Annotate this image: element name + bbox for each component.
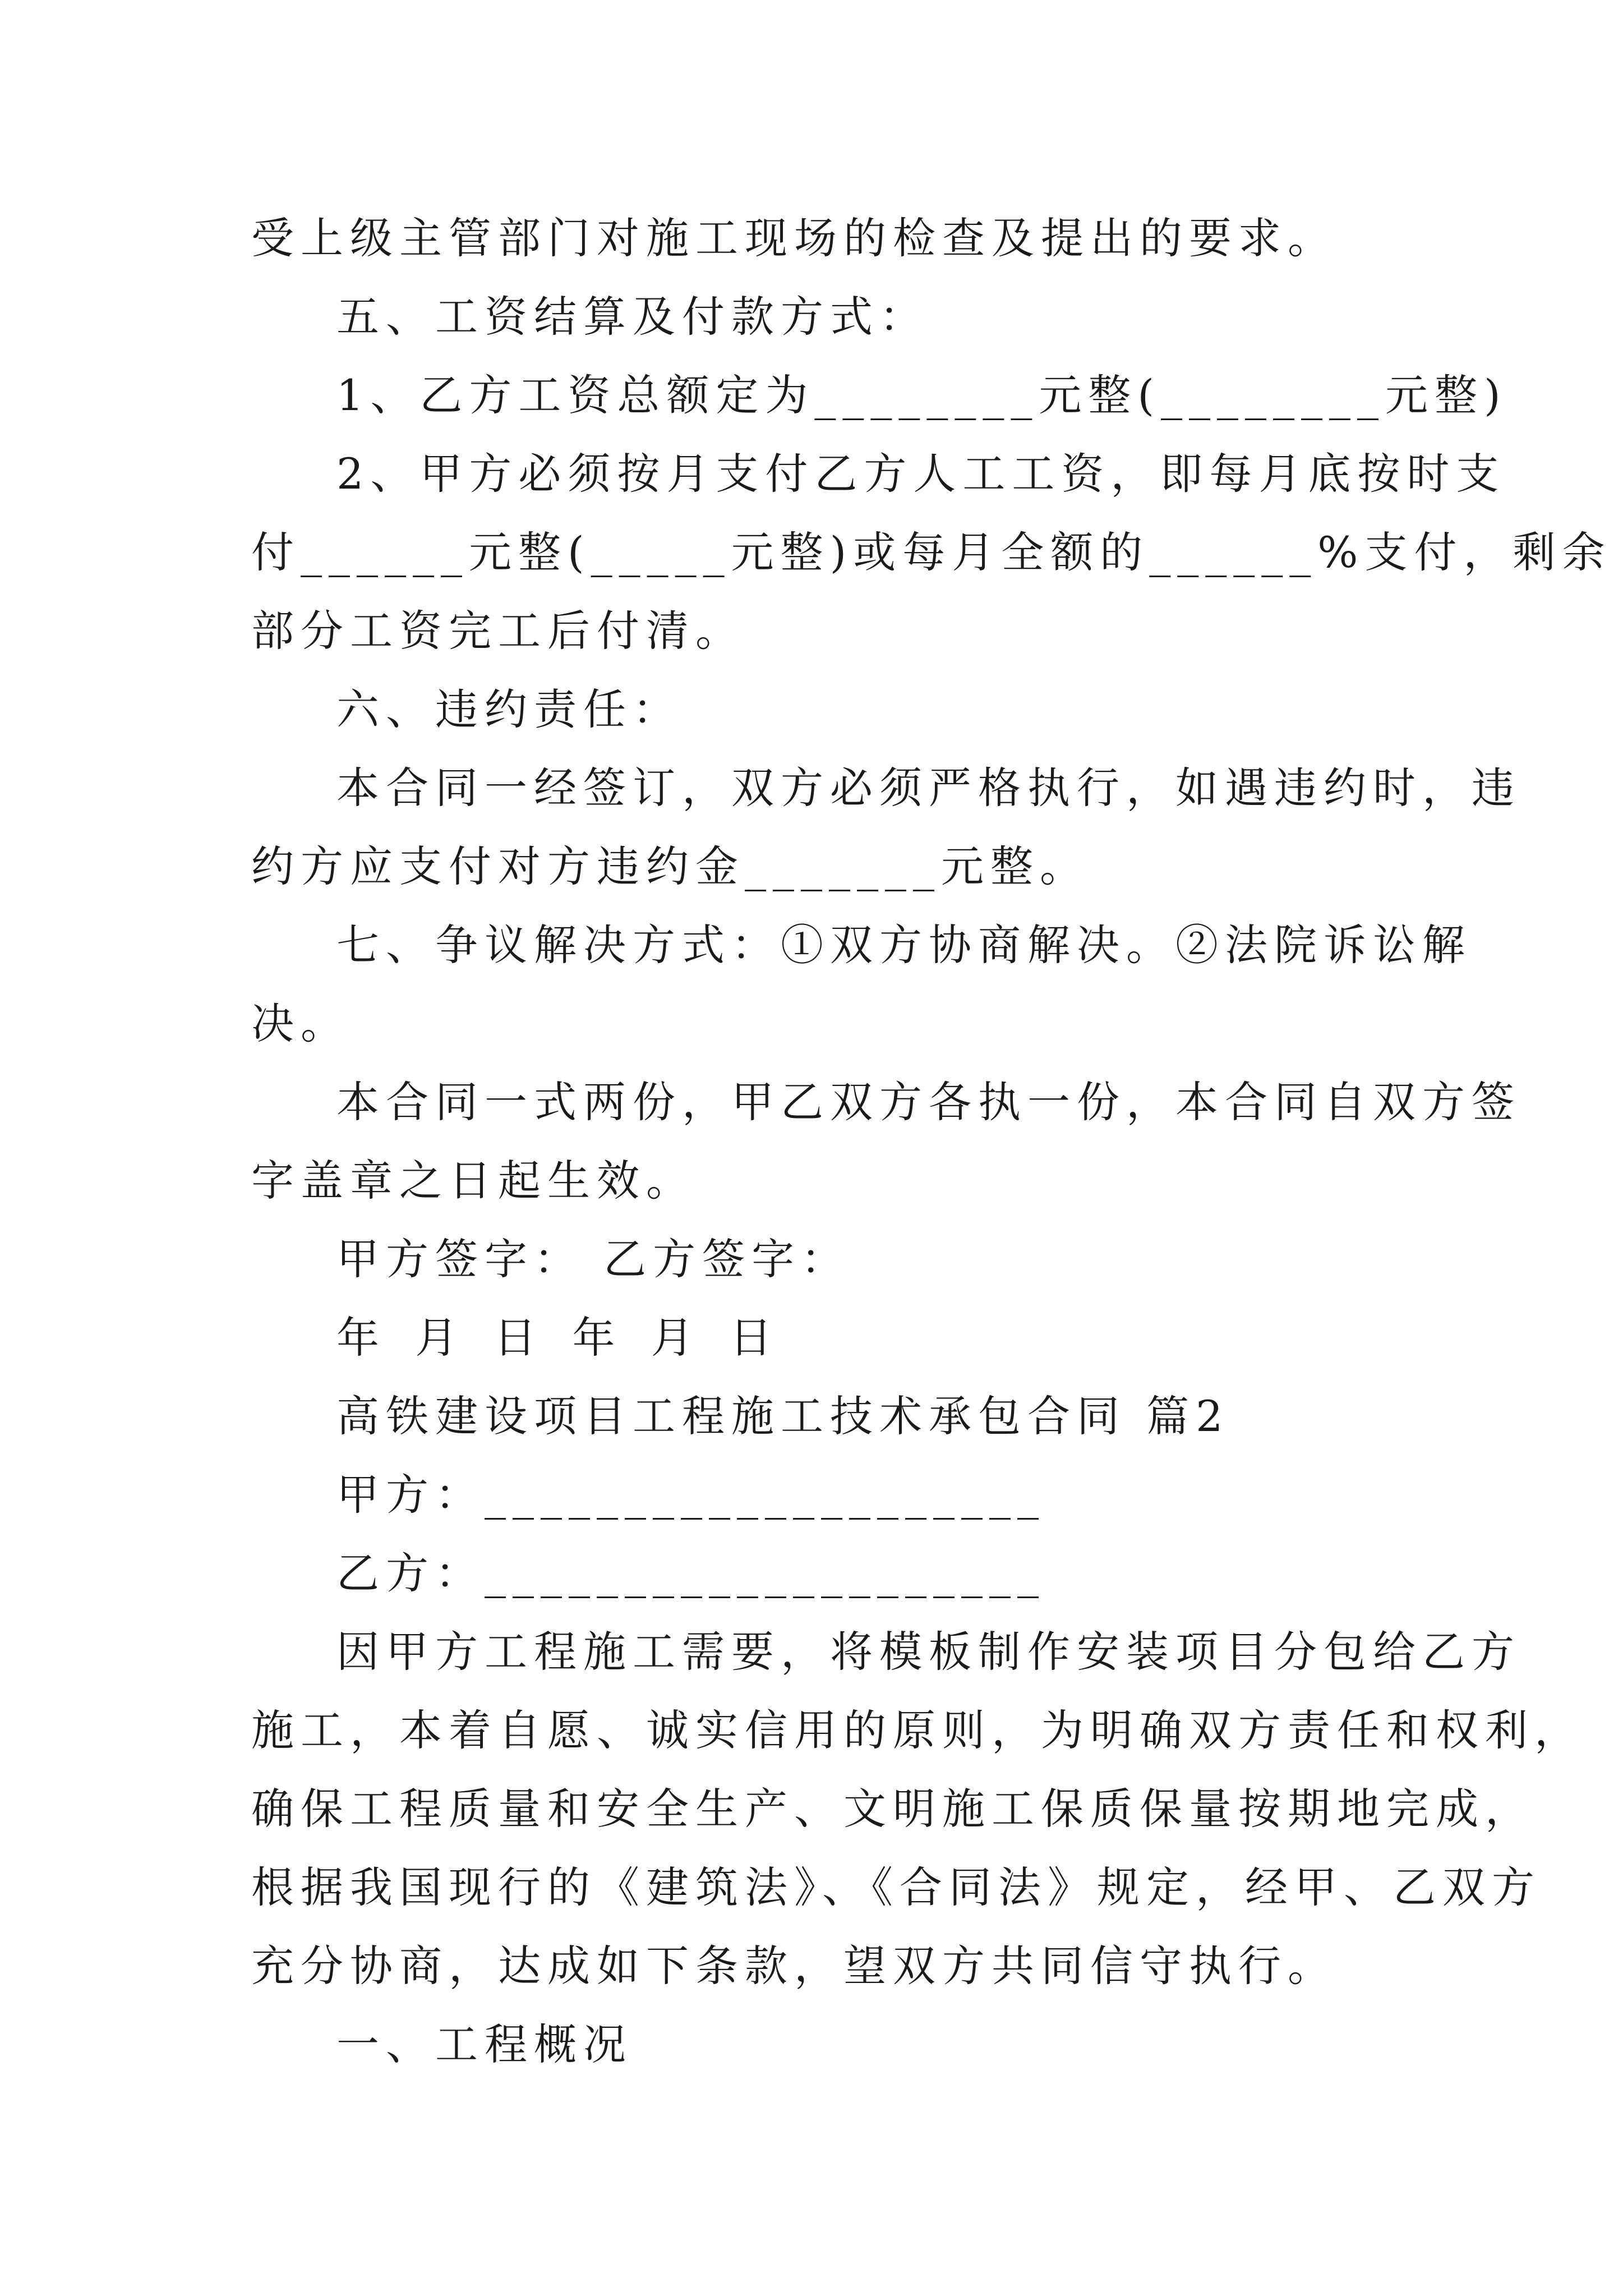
date-line: 年 月 日 年 月 日 <box>336 1313 783 1363</box>
text-line: 因甲方工程施工需要，将模板制作安装项目分包给乙方 <box>336 1627 1521 1677</box>
section-heading: 六、违约责任： <box>336 684 682 734</box>
text-line: 字盖章之日起生效。 <box>251 1156 695 1205</box>
section-heading: 一、工程概况 <box>336 2019 633 2069</box>
text-line: 付______元整(_____元整)或每月全额的______%支付，剩余 <box>251 527 1612 577</box>
text-line: 2、甲方必须按月支付乙方人工工资，即每月底按时支 <box>336 449 1506 499</box>
text-line: 根据我国现行的《建筑法》、《合同法》规定，经甲、乙双方 <box>251 1862 1541 1912</box>
text-line: 本合同一经签订，双方必须严格执行，如遇违约时，违 <box>336 763 1521 813</box>
text-line: 1、乙方工资总额定为________元整(________元整) <box>336 370 1507 420</box>
section-heading: 七、争议解决方式：①双方协商解决。②法院诉讼解 <box>336 920 1472 970</box>
party-b-line: 乙方：____________________ <box>336 1548 1045 1598</box>
text-line: 约方应支付对方违约金_______元整。 <box>251 841 1089 891</box>
text-line: 确保工程质量和安全生产、文明施工保质保量按期地完成， <box>251 1784 1534 1834</box>
text-line: 受上级主管部门对施工现场的检查及提出的要求。 <box>251 213 1337 263</box>
text-line: 本合同一式两份，甲乙双方各执一份，本合同自双方签 <box>336 1077 1521 1127</box>
text-line: 决。 <box>251 999 350 1048</box>
text-line: 施工，本着自愿、诚实信用的原则，为明确双方责任和权利， <box>251 1705 1584 1755</box>
text-line: 部分工资完工后付清。 <box>251 606 745 656</box>
contract-title: 高铁建设项目工程施工技术承包合同 篇2 <box>336 1391 1230 1441</box>
section-heading: 五、工资结算及付款方式： <box>336 292 929 342</box>
party-a-line: 甲方：____________________ <box>336 1470 1045 1520</box>
signature-line: 甲方签字： 乙方签字： <box>336 1234 851 1284</box>
text-line: 充分协商，达成如下条款，望双方共同信守执行。 <box>251 1941 1337 1991</box>
